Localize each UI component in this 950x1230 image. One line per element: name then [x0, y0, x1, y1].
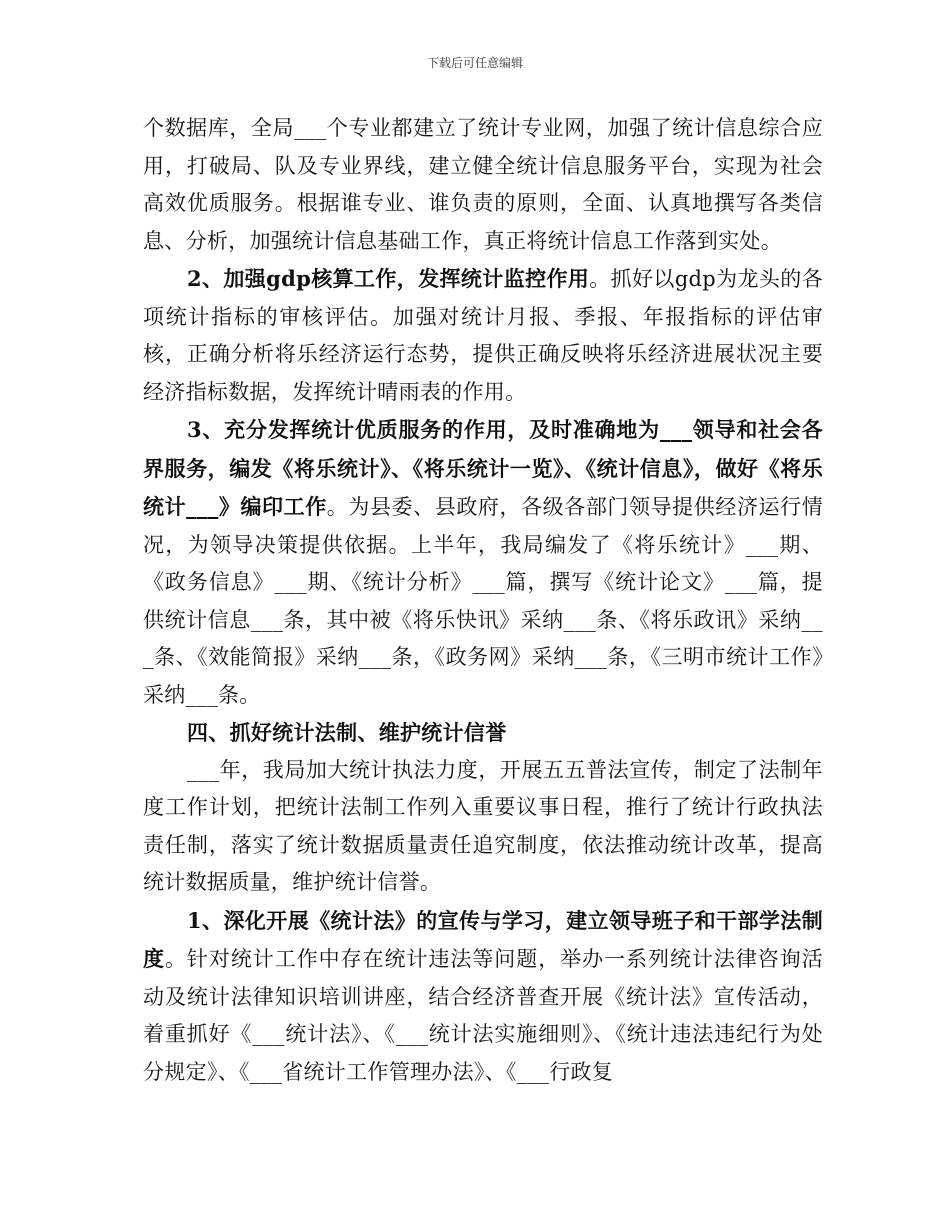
paragraph-3: [143, 411, 823, 714]
paragraph-6-heading: 1、深化开展《统计法》的宣传与学习，建立领导班子和干部学法制度: [143, 907, 823, 971]
paragraph-2: [143, 260, 823, 411]
paragraph-1: [143, 110, 823, 260]
paragraph-5: [143, 752, 823, 902]
paragraph-2-text: 。抓好以gdp为龙头的各项统计指标的审核评估。加强对统计月报、季报、年报指标的评估审核，正确分析将乐经济运行态势，提供正确反映将乐经济进展状况主要经济指标数据，发挥统计晴雨表的作用。: [143, 267, 823, 404]
document-body: [143, 110, 823, 1091]
section-heading-4: 四、抓好统计法制、维护统计信誉: [187, 720, 507, 745]
paragraph-5-text: ___年，我局加大统计执法力度，开展五五普法宣传，制定了法制年度工作计划，把统计法制工作列入重要议事日程，推行了统计行政执法责任制，落实了统计数据质量责任追究制度，依法推动统计改革，提高统计数据质量，维护统计信誉。: [143, 757, 823, 894]
paragraph-3-text: 。为县委、县政府，各级各部门领导提供经济运行情况，为领导决策提供依据。上半年，我局编发了《将乐统计》___期、《政务信息》___期、《统计分析》___篇，撰写《统计论文》___篇，提供统计信息___条，其中被《将乐快讯》采纳___条、《将乐政讯》采纳___条、《效能简报》采纳___条，《政务网》采纳___条，《三明市统计工作》采纳___条。: [143, 495, 823, 707]
paragraph-6: [143, 902, 823, 1092]
paragraph-3-heading: 3、充分发挥统计优质服务的作用，及时准确地为___领导和社会各界服务，编发《将乐统计》、《将乐统计一览》、《统计信息》，做好《将乐统计___》编印工作: [143, 417, 823, 519]
paragraph-2-heading: 2、加强gdp核算工作，发挥统计监控作用: [187, 266, 590, 291]
paragraph-6-text: 。针对统计工作中存在统计违法等问题，举办一系列统计法律咨询活动及统计法律知识培训讲座，结合经济普查开展《统计法》宣传活动，着重抓好《___统计法》、《___统计法实施细则》、《统计违法违纪行为处分规定》、《___省统计工作管理办法》、《___行政复: [143, 947, 823, 1084]
page-header: 下载后可任意编辑: [426, 56, 523, 70]
paragraph-1-text: 个数据库，全局___个专业都建立了统计专业网，加强了统计信息综合应用，打破局、队及专业界线，建立健全统计信息服务平台，实现为社会高效优质服务。根据谁专业、谁负责的原则，全面、认真地撰写各类信息、分析，加强统计信息基础工作，真正将统计信息工作落到实处。: [143, 116, 823, 253]
